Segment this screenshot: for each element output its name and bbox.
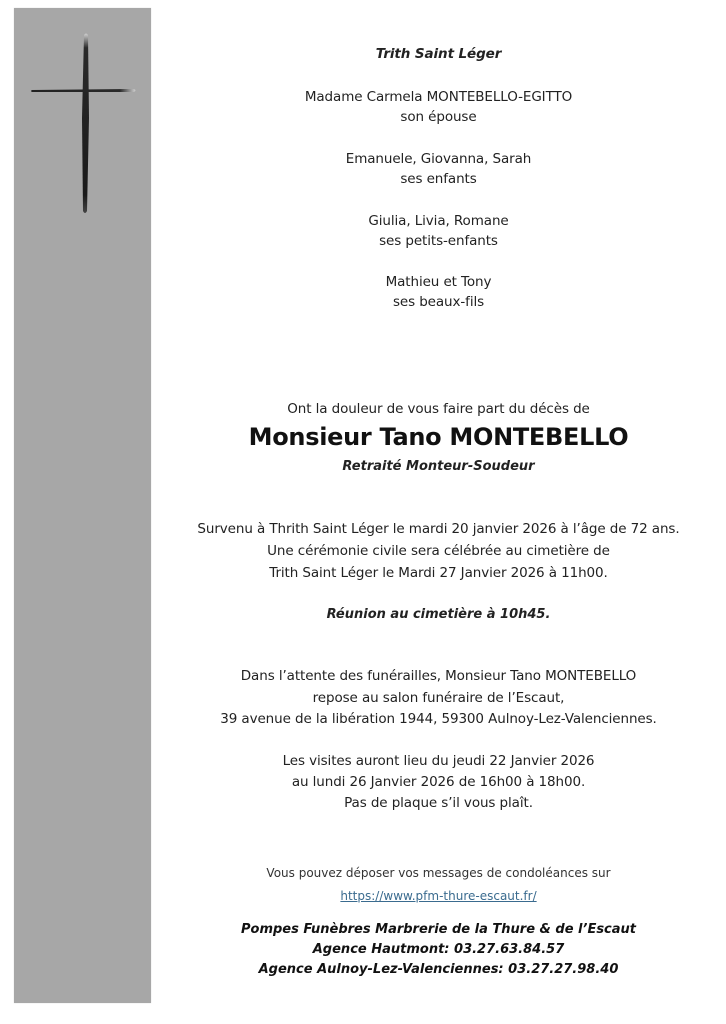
announcement-intro: Ont la douleur de vous faire part du décès de [287,401,590,417]
cross-icon [14,8,151,238]
agency-hautmont: Agence Hautmont: 03.27.63.84.57 [312,942,565,957]
deceased-name: Monsieur Tano MONTEBELLO [248,423,629,451]
occupation: Retraité Monteur-Soudeur [342,459,535,474]
family-relation: ses enfants [400,171,477,187]
condolences-link[interactable]: https://www.pfm-thure-escaut.fr/ [340,889,537,903]
no-plaque-note: Pas de plaque s’il vous plaît. [344,795,533,811]
rest-details: repose au salon funéraire de l’Escaut, [312,690,565,706]
sidebar-band [14,8,151,1003]
death-details: Survenu à Thrith Saint Léger le mardi 20 janvier 2026 à l’âge de 72 ans. [197,521,680,537]
rest-details: Dans l’attente des funérailles, Monsieur Tano MONTEBELLO [240,668,637,684]
obituary-content [151,0,726,1024]
family-names: Mathieu et Tony [385,274,492,290]
family-names: Madame Carmela MONTEBELLO-EGITTO [304,89,573,105]
ceremony-details: Une cérémonie civile sera célébrée au cimetière de [267,543,610,559]
family-relation: ses petits-enfants [379,233,498,249]
family-names: Emanuele, Giovanna, Sarah [345,151,532,167]
condolences-text: Vous pouvez déposer vos messages de condoléances sur [266,866,611,880]
family-relation: ses beaux-fils [392,294,485,310]
company-name: Pompes Funèbres Marbrerie de la Thure & de l’Escaut [240,922,637,937]
family-relation: son épouse [400,109,477,125]
visits-details: Les visites auront lieu du jeudi 22 Janvier 2026 [282,753,595,769]
visits-details: au lundi 26 Janvier 2026 de 16h00 à 18h00. [291,774,586,790]
rest-address: 39 avenue de la libération 1944, 59300 Aulnoy-Lez-Valenciennes. [220,711,657,727]
meeting-time: Réunion au cimetière à 10h45. [326,607,551,622]
ceremony-details: Trith Saint Léger le Mardi 27 Janvier 2026 à 11h00. [269,565,608,581]
town-heading: Trith Saint Léger [375,46,502,62]
agency-aulnoy: Agence Aulnoy-Lez-Valenciennes: 03.27.27.98.40 [258,962,619,977]
family-names: Giulia, Livia, Romane [368,213,509,229]
